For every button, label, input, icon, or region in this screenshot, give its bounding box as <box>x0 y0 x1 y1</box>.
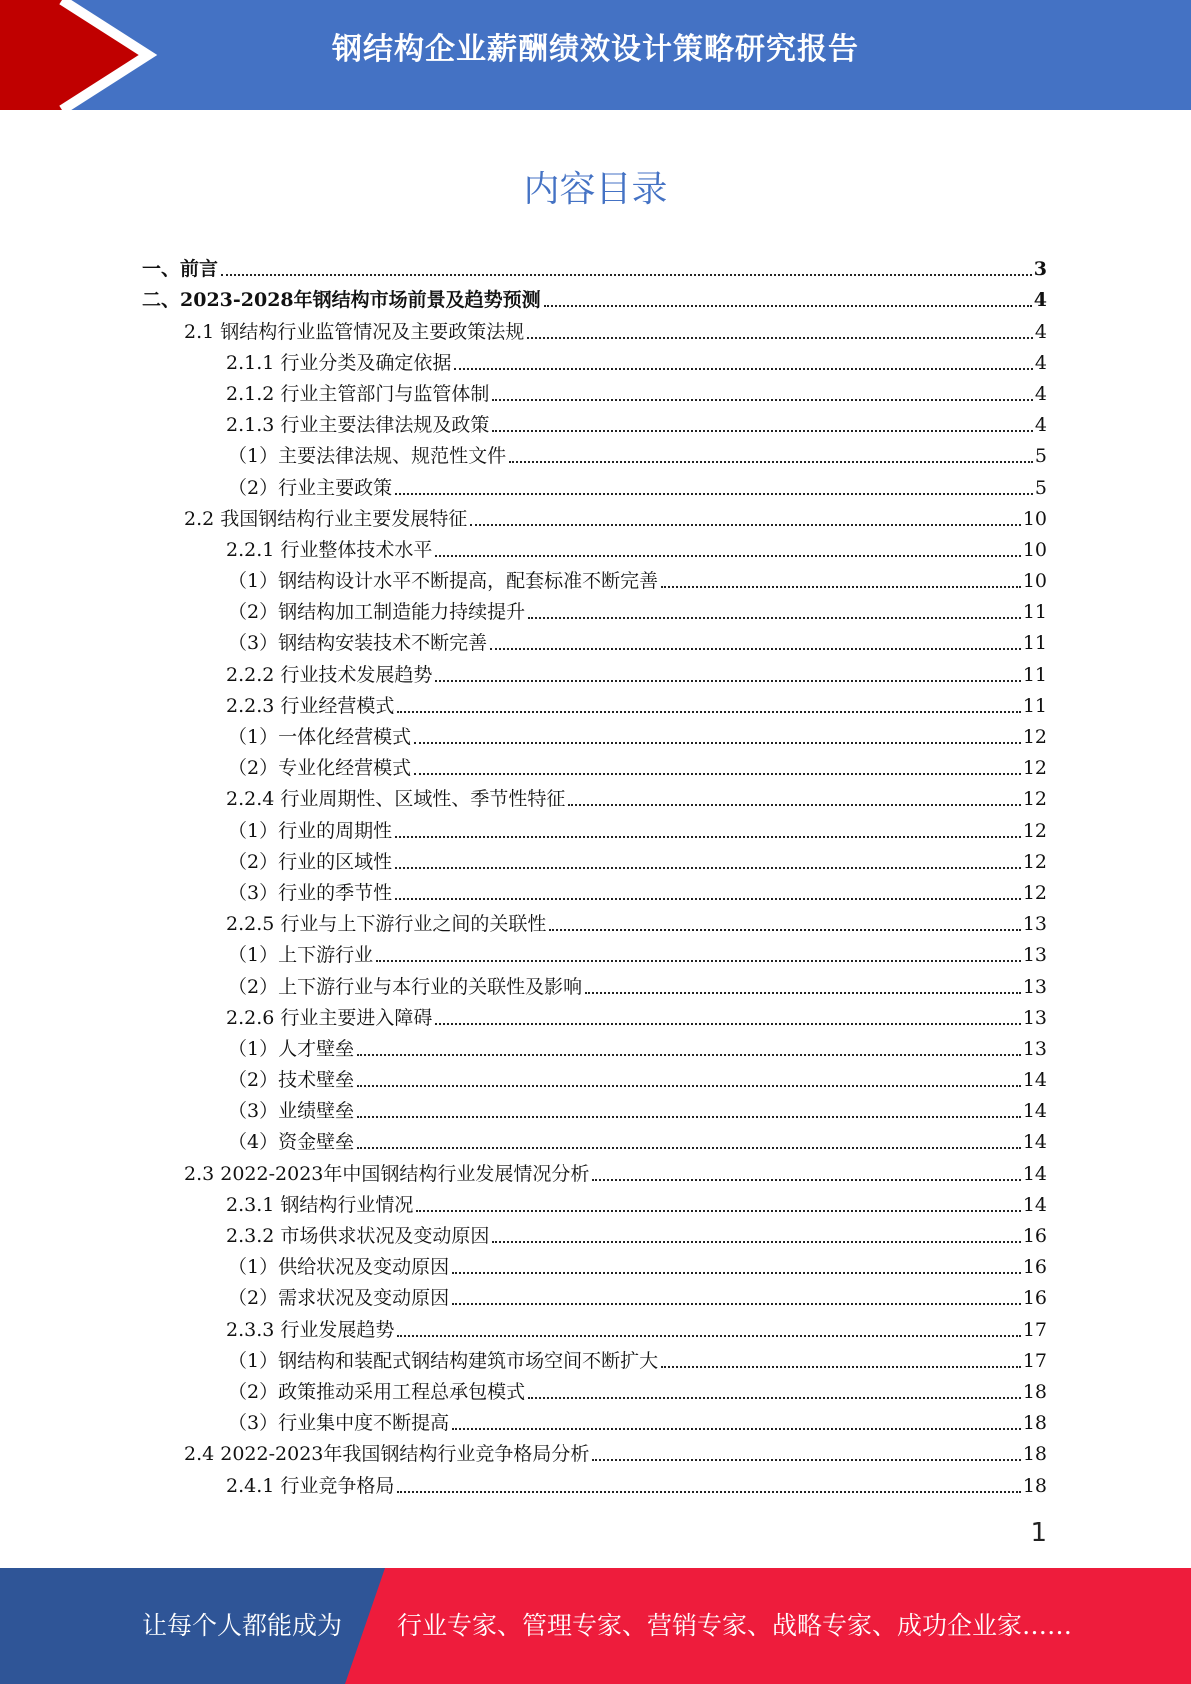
toc-entry-page: 13 <box>1022 975 1047 998</box>
toc-entry-row <box>226 663 1047 687</box>
toc-entry-row <box>228 600 1047 624</box>
toc-entry-row <box>226 351 1047 375</box>
page-header <box>0 0 1191 110</box>
toc-entry-row <box>226 1318 1047 1342</box>
toc-entry-row <box>184 320 1047 344</box>
toc-dot-leader <box>416 1210 1020 1212</box>
toc-entry-row <box>228 819 1047 843</box>
toc-entry-row <box>228 444 1047 468</box>
toc-entry-page: 17 <box>1022 1349 1047 1372</box>
toc-dot-leader <box>435 680 1020 682</box>
toc-entry[interactable] <box>0 1314 1191 1345</box>
toc-entry-page: 13 <box>1022 1037 1047 1060</box>
toc-entry[interactable] <box>0 1127 1191 1158</box>
toc-entry-page: 12 <box>1022 757 1047 780</box>
toc-entry-page: 11 <box>1022 601 1047 624</box>
toc-entry-row <box>226 694 1047 718</box>
toc-entry-row <box>228 1286 1047 1310</box>
toc-dot-leader <box>492 430 1033 432</box>
toc-entry-row <box>228 631 1047 655</box>
report-title: 钢结构企业薪酬绩效设计策略研究报告 <box>332 32 859 67</box>
toc-entry-row <box>228 975 1047 999</box>
toc-entry-label: （4）资金壁垒 <box>228 1131 355 1154</box>
toc-entry-row <box>226 912 1047 936</box>
toc-dot-leader <box>528 1397 1021 1399</box>
toc-entry-row <box>228 1411 1047 1435</box>
toc-entry-label: 2.2 我国钢结构行业主要发展特征 <box>184 507 468 530</box>
toc-entry[interactable] <box>0 504 1191 535</box>
toc-entry-page: 10 <box>1022 538 1047 561</box>
toc-entry-label: （3）业绩壁垒 <box>228 1100 355 1123</box>
toc-entry[interactable] <box>0 1439 1191 1470</box>
toc-dot-leader <box>492 1241 1020 1243</box>
table-of-contents <box>0 254 1191 1502</box>
toc-entry[interactable] <box>0 691 1191 722</box>
toc-entry-label: 2.2.6 行业主要进入障碍 <box>226 1006 433 1029</box>
toc-entry-label: （3）钢结构安装技术不断完善 <box>228 632 488 655</box>
toc-entry-page: 18 <box>1022 1380 1047 1403</box>
toc-entry[interactable] <box>0 254 1191 285</box>
toc-entry[interactable] <box>0 1408 1191 1439</box>
toc-entry-label: 2.3.3 行业发展趋势 <box>226 1318 395 1341</box>
toc-entry[interactable] <box>0 722 1191 753</box>
toc-entry[interactable] <box>0 441 1191 472</box>
toc-dot-leader <box>395 836 1021 838</box>
toc-dot-leader <box>661 1366 1021 1368</box>
page-number: 1 <box>1030 1518 1047 1548</box>
toc-entry-page: 3 <box>1033 258 1047 281</box>
toc-entry-label: 2.1 钢结构行业监管情况及主要政策法规 <box>184 320 525 343</box>
toc-entry[interactable] <box>0 784 1191 815</box>
toc-entry-row <box>226 1224 1047 1248</box>
toc-entry-page: 12 <box>1022 850 1047 873</box>
toc-entry-page: 13 <box>1022 913 1047 936</box>
toc-entry[interactable] <box>0 909 1191 940</box>
toc-entry-row <box>142 257 1047 281</box>
toc-entry-row <box>228 1068 1047 1092</box>
toc-entry[interactable] <box>0 753 1191 784</box>
toc-dot-leader <box>397 1335 1020 1337</box>
toc-entry-page: 11 <box>1022 663 1047 686</box>
toc-entry-label: 2.3.2 市场供求状况及变动原因 <box>226 1225 490 1247</box>
toc-entry[interactable] <box>0 1065 1191 1096</box>
toc-dot-leader <box>509 461 1033 463</box>
toc-entry[interactable] <box>0 1003 1191 1034</box>
toc-entry-row <box>184 507 1047 531</box>
toc-entry-label: 2.3.1 钢结构行业情况 <box>226 1193 414 1216</box>
toc-dot-leader <box>454 368 1033 370</box>
toc-entry-label: （2）钢结构加工制造能力持续提升 <box>228 601 526 624</box>
toc-entry-row <box>226 382 1047 406</box>
toc-dot-leader <box>470 524 1021 526</box>
toc-entry-row <box>228 1255 1047 1279</box>
toc-entry-row <box>226 1006 1047 1030</box>
toc-dot-leader <box>490 648 1021 650</box>
toc-entry-page: 16 <box>1022 1287 1047 1310</box>
toc-entry-row <box>228 943 1047 967</box>
toc-entry-row <box>228 725 1047 749</box>
toc-entry-label: 2.2.5 行业与上下游行业之间的关联性 <box>226 913 547 936</box>
toc-dot-leader <box>544 305 1032 307</box>
toc-entry-label: 2.3 2022-2023年中国钢结构行业发展情况分析 <box>184 1162 590 1185</box>
toc-dot-leader <box>452 1428 1021 1430</box>
toc-entry-row <box>228 1130 1047 1154</box>
toc-entry-row <box>142 288 1047 312</box>
footer-slogan-left: 让每个人都能成为 <box>142 1611 343 1640</box>
toc-entry[interactable] <box>0 878 1191 909</box>
toc-entry[interactable] <box>0 815 1191 846</box>
toc-entry-label: （2）行业的区域性 <box>228 850 393 873</box>
toc-entry-label: 2.2.2 行业技术发展趋势 <box>226 663 433 686</box>
toc-entry-label: （3）行业集中度不断提高 <box>228 1412 450 1435</box>
toc-entry-page: 5 <box>1034 445 1047 468</box>
toc-entry-page: 12 <box>1022 819 1047 842</box>
toc-entry-page: 14 <box>1022 1069 1047 1092</box>
toc-entry-label: （2）需求状况及变动原因 <box>228 1287 450 1310</box>
toc-entry[interactable] <box>0 285 1191 316</box>
toc-entry[interactable] <box>0 1470 1191 1501</box>
toc-dot-leader <box>592 1459 1020 1461</box>
toc-entry-page: 16 <box>1022 1225 1047 1247</box>
toc-entry-label: （2）行业主要政策 <box>228 476 393 499</box>
toc-dot-leader <box>397 1491 1020 1493</box>
toc-entry-label: 2.1.1 行业分类及确定依据 <box>226 351 452 374</box>
toc-entry[interactable] <box>0 1190 1191 1221</box>
toc-entry-page: 18 <box>1022 1443 1047 1466</box>
toc-entry-page: 4 <box>1034 382 1047 405</box>
toc-entry[interactable] <box>0 1252 1191 1283</box>
toc-dot-leader <box>414 773 1021 775</box>
toc-dot-leader <box>221 274 1032 276</box>
toc-entry-label: 2.2.3 行业经营模式 <box>226 694 395 717</box>
toc-entry-label: 2.1.2 行业主管部门与监管体制 <box>226 382 490 405</box>
toc-entry-page: 16 <box>1022 1256 1047 1279</box>
toc-entry-label: （3）行业的季节性 <box>228 881 393 904</box>
toc-dot-leader <box>568 804 1020 806</box>
footer-slogan-right: 行业专家、管理专家、营销专家、战略专家、成功企业家…… <box>397 1611 1073 1640</box>
toc-entry-label: （1）钢结构设计水平不断提高，配套标准不断完善 <box>228 570 659 593</box>
toc-entry-page: 4 <box>1033 289 1047 312</box>
toc-entry-page: 4 <box>1034 320 1047 343</box>
toc-entry-page: 10 <box>1022 507 1047 530</box>
toc-entry[interactable] <box>0 1221 1191 1252</box>
toc-entry-label: （1）上下游行业 <box>228 944 374 967</box>
toc-entry[interactable] <box>0 472 1191 503</box>
toc-entry-page: 11 <box>1022 694 1047 717</box>
toc-entry[interactable] <box>0 847 1191 878</box>
toc-entry[interactable] <box>0 316 1191 347</box>
toc-entry-label: （2）技术壁垒 <box>228 1069 355 1092</box>
toc-entry-row <box>228 569 1047 593</box>
toc-entry-page: 12 <box>1022 726 1047 748</box>
toc-entry-label: （2）专业化经营模式 <box>228 757 412 780</box>
toc-entry-page: 4 <box>1034 351 1047 374</box>
toc-dot-leader <box>357 1054 1021 1056</box>
toc-entry-label: （1）一体化经营模式 <box>228 726 412 748</box>
toc-entry-label: 二、2023-2028年钢结构市场前景及趋势预测 <box>142 289 541 312</box>
toc-entry-page: 12 <box>1022 788 1047 811</box>
toc-dot-leader <box>397 711 1020 713</box>
toc-dot-leader <box>452 1303 1021 1305</box>
toc-dot-leader <box>549 929 1020 931</box>
toc-entry[interactable] <box>0 379 1191 410</box>
toc-dot-leader <box>357 1085 1021 1087</box>
toc-entry-row <box>226 1474 1047 1498</box>
toc-entry-label: （2）政策推动采用工程总承包模式 <box>228 1380 526 1403</box>
toc-entry-label: 一、前言 <box>142 258 219 281</box>
toc-entry-page: 4 <box>1034 414 1047 437</box>
toc-entry-page: 14 <box>1022 1162 1047 1185</box>
toc-entry[interactable] <box>0 628 1191 659</box>
toc-dot-leader <box>435 555 1020 557</box>
toc-entry-label: （1）钢结构和装配式钢结构建筑市场空间不断扩大 <box>228 1349 659 1372</box>
toc-heading: 内容目录 <box>523 169 668 210</box>
toc-dot-leader <box>661 586 1021 588</box>
toc-dot-leader <box>452 1272 1021 1274</box>
toc-entry[interactable] <box>0 1377 1191 1408</box>
toc-entry-label: 2.2.1 行业整体技术水平 <box>226 538 433 561</box>
toc-dot-leader <box>592 1179 1020 1181</box>
toc-entry-page: 17 <box>1022 1318 1047 1341</box>
toc-dot-leader <box>435 1023 1020 1025</box>
toc-entry-label: （2）上下游行业与本行业的关联性及影响 <box>228 975 583 998</box>
toc-entry[interactable] <box>0 410 1191 441</box>
toc-entry[interactable] <box>0 940 1191 971</box>
toc-entry-row <box>228 1099 1047 1123</box>
toc-dot-leader <box>528 617 1021 619</box>
toc-entry[interactable] <box>0 1096 1191 1127</box>
toc-entry-row <box>228 1037 1047 1061</box>
toc-entry-row <box>184 1162 1047 1186</box>
toc-entry[interactable] <box>0 971 1191 1002</box>
toc-entry-label: （1）主要法律法规、规范性文件 <box>228 445 507 468</box>
toc-dot-leader <box>395 898 1021 900</box>
toc-entry-row <box>226 1193 1047 1217</box>
toc-entry[interactable] <box>0 566 1191 597</box>
toc-entry-row <box>228 756 1047 780</box>
toc-entry[interactable] <box>0 1283 1191 1314</box>
toc-entry-label: 2.1.3 行业主要法律法规及政策 <box>226 414 490 437</box>
toc-entry[interactable] <box>0 597 1191 628</box>
toc-dot-leader <box>414 742 1021 744</box>
toc-entry[interactable] <box>0 1034 1191 1065</box>
toc-entry-row <box>226 787 1047 811</box>
toc-entry-page: 18 <box>1022 1474 1047 1497</box>
toc-entry[interactable] <box>0 535 1191 566</box>
toc-entry-label: 2.4 2022-2023年我国钢结构行业竞争格局分析 <box>184 1443 590 1466</box>
toc-entry-page: 14 <box>1022 1193 1047 1216</box>
toc-dot-leader <box>376 960 1021 962</box>
toc-entry-row <box>228 476 1047 500</box>
toc-entry[interactable] <box>0 348 1191 379</box>
toc-entry-row <box>226 538 1047 562</box>
toc-entry-page: 10 <box>1022 570 1047 593</box>
toc-entry-page: 12 <box>1022 881 1047 904</box>
toc-dot-leader <box>492 399 1033 401</box>
toc-entry-row <box>226 413 1047 437</box>
toc-dot-leader <box>527 337 1033 339</box>
toc-entry[interactable] <box>0 1346 1191 1377</box>
toc-entry-label: 2.2.4 行业周期性、区域性、季节性特征 <box>226 788 566 811</box>
toc-entry-page: 5 <box>1034 476 1047 499</box>
toc-dot-leader <box>395 493 1033 495</box>
page-footer <box>0 1568 1191 1684</box>
toc-entry[interactable] <box>0 1158 1191 1189</box>
toc-entry-page: 18 <box>1022 1412 1047 1435</box>
toc-entry-page: 13 <box>1022 944 1047 967</box>
toc-dot-leader <box>357 1147 1021 1149</box>
toc-entry-row <box>184 1442 1047 1466</box>
toc-entry[interactable] <box>0 659 1191 690</box>
toc-entry-label: （1）人才壁垒 <box>228 1037 355 1060</box>
toc-entry-row <box>228 850 1047 874</box>
toc-dot-leader <box>357 1116 1021 1118</box>
toc-entry-label: （1）供给状况及变动原因 <box>228 1256 450 1279</box>
toc-entry-row <box>228 881 1047 905</box>
toc-entry-row <box>228 1380 1047 1404</box>
toc-entry-label: 2.4.1 行业竞争格局 <box>226 1474 395 1497</box>
toc-entry-label: （1）行业的周期性 <box>228 819 393 842</box>
toc-entry-page: 13 <box>1022 1006 1047 1029</box>
toc-dot-leader <box>395 867 1021 869</box>
toc-entry-row <box>228 1349 1047 1373</box>
toc-entry-page: 14 <box>1022 1131 1047 1154</box>
toc-entry-page: 14 <box>1022 1100 1047 1123</box>
toc-entry-page: 11 <box>1022 632 1047 655</box>
toc-dot-leader <box>585 992 1021 994</box>
